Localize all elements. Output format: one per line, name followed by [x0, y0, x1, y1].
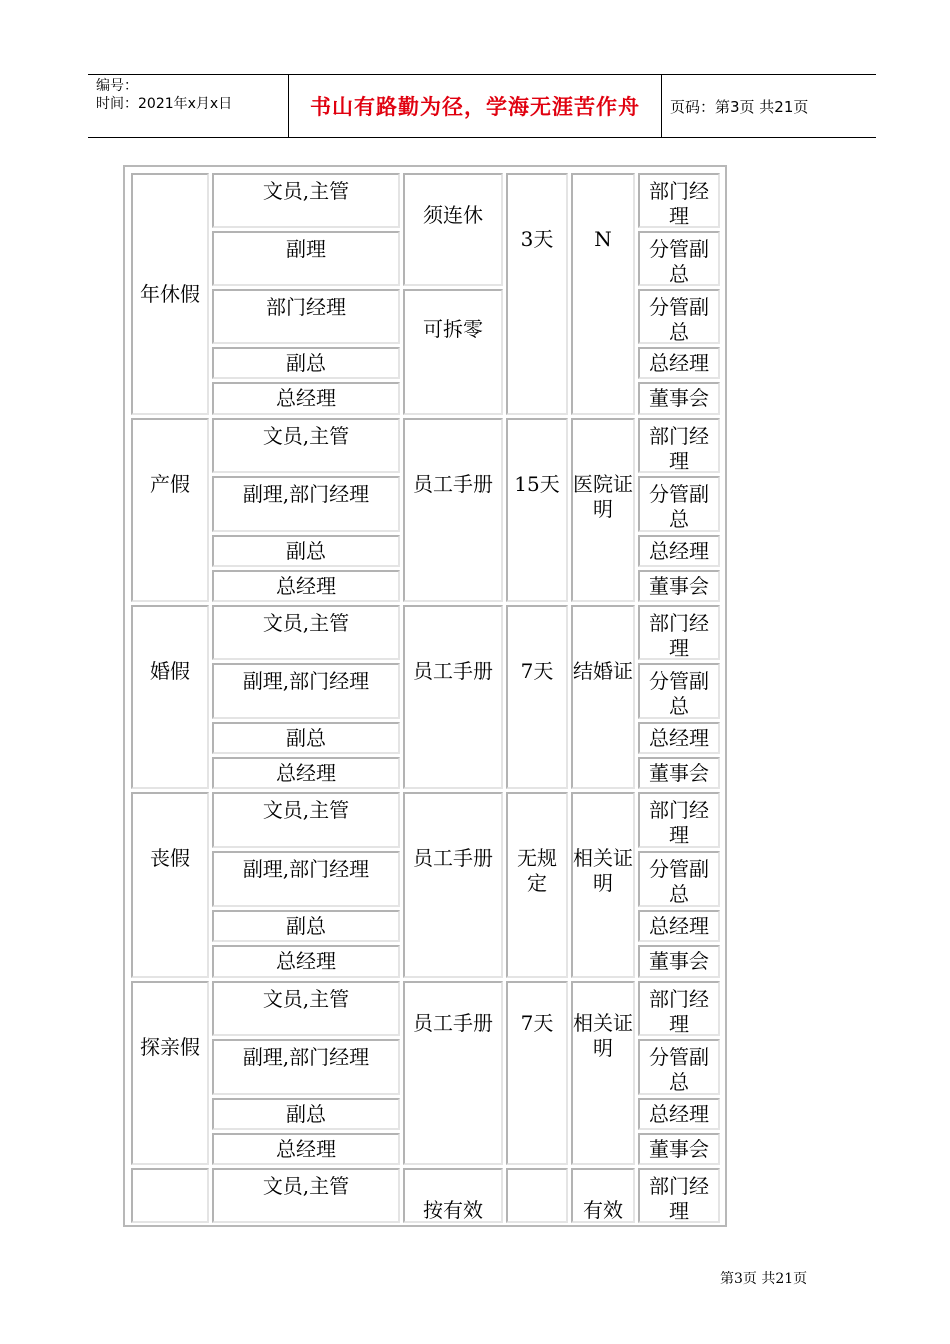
rule-cell: 员工手册	[403, 418, 503, 602]
proof-cell: 医院证明	[571, 418, 635, 602]
staff-cell: 副理,部门经理	[212, 1039, 400, 1095]
header-motto: 书山有路勤为径，学海无涯苦作舟	[288, 75, 662, 137]
rule-cell: 须连休	[403, 173, 503, 286]
staff-cell: 部门经理	[212, 289, 400, 344]
proof-cell: 相关证明	[571, 981, 635, 1165]
staff-cell: 文员,主管	[212, 792, 400, 848]
rule-cell: 员工手册	[403, 605, 503, 789]
staff-cell: 副总	[212, 722, 400, 754]
approver-cell: 分管副总	[638, 663, 720, 719]
days-cell	[506, 1168, 568, 1223]
approver-cell: 董事会	[638, 382, 720, 415]
page-header	[88, 74, 876, 138]
approver-cell: 分管副总	[638, 476, 720, 532]
rule-cell: 按有效	[403, 1168, 503, 1223]
staff-cell: 总经理	[212, 945, 400, 978]
approver-cell: 部门经理	[638, 792, 720, 848]
staff-cell: 副理,部门经理	[212, 663, 400, 719]
approver-cell: 部门经理	[638, 981, 720, 1036]
approver-cell: 分管副总	[638, 231, 720, 286]
approver-cell: 部门经理	[638, 605, 720, 660]
rule-cell: 员工手册	[403, 981, 503, 1165]
approver-cell: 总经理	[638, 722, 720, 754]
days-cell: 3天	[506, 173, 568, 415]
page-footer: 第3页 共21页	[720, 1271, 808, 1287]
approver-cell: 董事会	[638, 1133, 720, 1165]
staff-cell: 总经理	[212, 382, 400, 415]
proof-cell: 相关证明	[571, 792, 635, 978]
staff-cell: 文员,主管	[212, 981, 400, 1036]
days-cell: 7天	[506, 605, 568, 789]
staff-cell: 副总	[212, 910, 400, 942]
staff-cell: 文员,主管	[212, 1168, 400, 1223]
approver-cell: 董事会	[638, 570, 720, 602]
proof-cell: 结婚证	[571, 605, 635, 789]
approver-cell: 分管副总	[638, 289, 720, 344]
number-label: 编号：	[96, 78, 138, 94]
rule-cell: 可拆零	[403, 289, 503, 415]
type-cell	[131, 1168, 209, 1223]
time-label: 时间：2021年x月x日	[96, 96, 233, 112]
staff-cell: 总经理	[212, 757, 400, 789]
approver-cell: 总经理	[638, 1098, 720, 1130]
approver-cell: 总经理	[638, 910, 720, 942]
days-cell: 无规定	[506, 792, 568, 978]
approver-cell: 部门经理	[638, 418, 720, 473]
type-cell: 产假	[131, 418, 209, 602]
staff-cell: 副理,部门经理	[212, 476, 400, 532]
approver-cell: 分管副总	[638, 851, 720, 907]
approver-cell: 总经理	[638, 347, 720, 379]
type-cell: 探亲假	[131, 981, 209, 1165]
staff-cell: 副理,部门经理	[212, 851, 400, 907]
type-cell: 婚假	[131, 605, 209, 789]
staff-cell: 副总	[212, 535, 400, 567]
staff-cell: 总经理	[212, 1133, 400, 1165]
type-cell: 丧假	[131, 792, 209, 978]
leave-table	[123, 165, 727, 1227]
header-meta	[96, 77, 288, 135]
header-page-label: 页码：第3页 共21页	[670, 97, 809, 116]
proof-cell: 有效	[571, 1168, 635, 1223]
approver-cell: 董事会	[638, 757, 720, 789]
staff-cell: 文员,主管	[212, 173, 400, 228]
proof-cell: N	[571, 173, 635, 415]
staff-cell: 文员,主管	[212, 418, 400, 473]
staff-cell: 副理	[212, 231, 400, 286]
days-cell: 7天	[506, 981, 568, 1165]
type-cell: 年休假	[131, 173, 209, 415]
staff-cell: 文员,主管	[212, 605, 400, 660]
approver-cell: 董事会	[638, 945, 720, 978]
staff-cell: 副总	[212, 347, 400, 379]
staff-cell: 副总	[212, 1098, 400, 1130]
approver-cell: 部门经理	[638, 1168, 720, 1223]
approver-cell: 分管副总	[638, 1039, 720, 1095]
approver-cell: 部门经理	[638, 173, 720, 228]
rule-cell: 员工手册	[403, 792, 503, 978]
staff-cell: 总经理	[212, 570, 400, 602]
approver-cell: 总经理	[638, 535, 720, 567]
days-cell: 15天	[506, 418, 568, 602]
